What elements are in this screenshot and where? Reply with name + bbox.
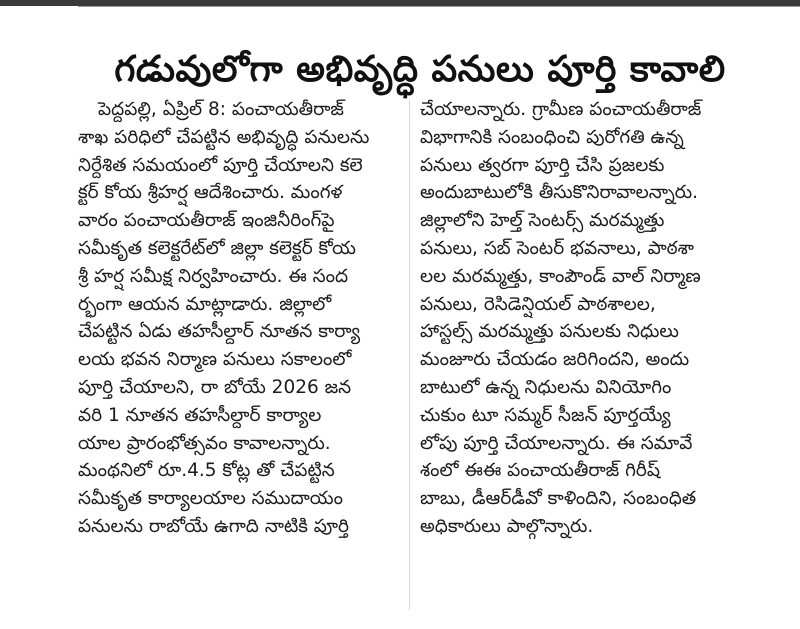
text-line: పెద్దపల్లి, ఏప్రిల్ 8: పంచాయతీరాజ్	[98, 99, 344, 120]
text-line: శంలో ఈఈ పంచాయతీరాజ్ గిరీష్	[420, 460, 661, 482]
text-line: బాబు, డీఆర్‌డీవో కాళిందిని, సంబంధిత	[420, 488, 697, 510]
text-line: లోపు పూర్తి చేయాలన్నారు. ఈ సమావే	[420, 432, 693, 454]
text-line: చేపట్టిన ఏడు తహసీల్దార్ నూతన కార్యా	[78, 321, 361, 343]
text-line: పూర్తి చేయాలని, రా బోయే 2026 జన	[78, 376, 352, 398]
text-line: చుకుం టూ సమ్మర్ సీజన్ పూర్తయ్యే	[420, 404, 671, 426]
text-line: మంజూరు చేయడం జరిగిందని, అందు	[420, 349, 690, 371]
text-line: శ్రీ హర్ష సమీక్ష నిర్వహించారు. ఈ సంద	[78, 265, 349, 287]
text-line: వరి 1 నూతన తహసీల్దార్ కార్యాల	[78, 404, 322, 426]
text-line: యాల ప్రారంభోత్సవం కావాలన్నారు.	[78, 432, 331, 454]
article-column-right	[420, 96, 742, 541]
text-line: బాటులో ఉన్న నిధులను వినియోగిం	[420, 376, 672, 398]
text-line: హాస్టల్స్ మరమ్మత్తు పనులకు నిధులు	[420, 321, 679, 343]
text-line: శాఖ పరిధిలో చేపట్టిన అభివృద్ధి పనులను	[78, 126, 370, 148]
text-line: ర్భంగా ఆయన మాట్లాడారు. జిల్లాలో	[78, 293, 332, 315]
text-line: పనులు, రెసిడెన్షియల్ పాఠశాలల,	[420, 293, 656, 315]
column-divider	[409, 100, 410, 610]
text-line: పనులను రాబోయే ఉగాది నాటికి పూర్తి	[78, 515, 349, 537]
article-column-left	[78, 96, 400, 541]
text-line: వారం పంచాయతీరాజ్ ఇంజినీరింగ్‌పై	[78, 210, 335, 232]
text-line: పనులు త్వరగా పూర్తి చేసి ప్రజలకు	[420, 154, 665, 176]
text-line: పనులు, సబ్ సెంటర్ భవనాలు, పాఠశా	[420, 237, 694, 259]
text-line: నిర్దేశిత సమయంలో పూర్తి చేయాలని కలె	[78, 154, 363, 176]
top-rule-line	[78, 6, 800, 7]
text-line: సమీకృత కలెక్టరేట్‌లో జిల్లా కలెక్టర్ కోయ	[78, 237, 356, 259]
text-line: లల మరమ్మత్తు, కాంపౌండ్ వాల్ నిర్మాణ	[420, 265, 701, 287]
text-line: లయ భవన నిర్మాణ పనులు సకాలంలో	[78, 349, 352, 371]
text-line: జిల్లాలోని హెల్త్ సెంటర్స్ మరమ్మత్తు	[420, 210, 665, 232]
text-line: చేయాలన్నారు. గ్రామీణ పంచాయతీరాజ్	[420, 99, 702, 120]
article-headline: గడువులోగా అభివృద్ధి పనులు పూర్తి కావాలి	[114, 49, 726, 90]
text-line: మంథనిలో రూ.4.5 కోట్ల తో చేపట్టిన	[78, 460, 335, 482]
text-line: అందుబాటులోకి తీసుకొనిరావాలన్నారు.	[420, 182, 698, 204]
text-line: క్టర్ కోయ శ్రీహర్ష ఆదేశించారు. మంగళ	[78, 182, 343, 204]
text-line: సమీకృత కార్యాలయాల సముదాయం	[78, 488, 343, 510]
text-line: విభాగానికి సంబంధించి పురోగతి ఉన్న	[420, 126, 684, 148]
text-line: అధికారులు పాల్గొన్నారు.	[420, 515, 594, 537]
